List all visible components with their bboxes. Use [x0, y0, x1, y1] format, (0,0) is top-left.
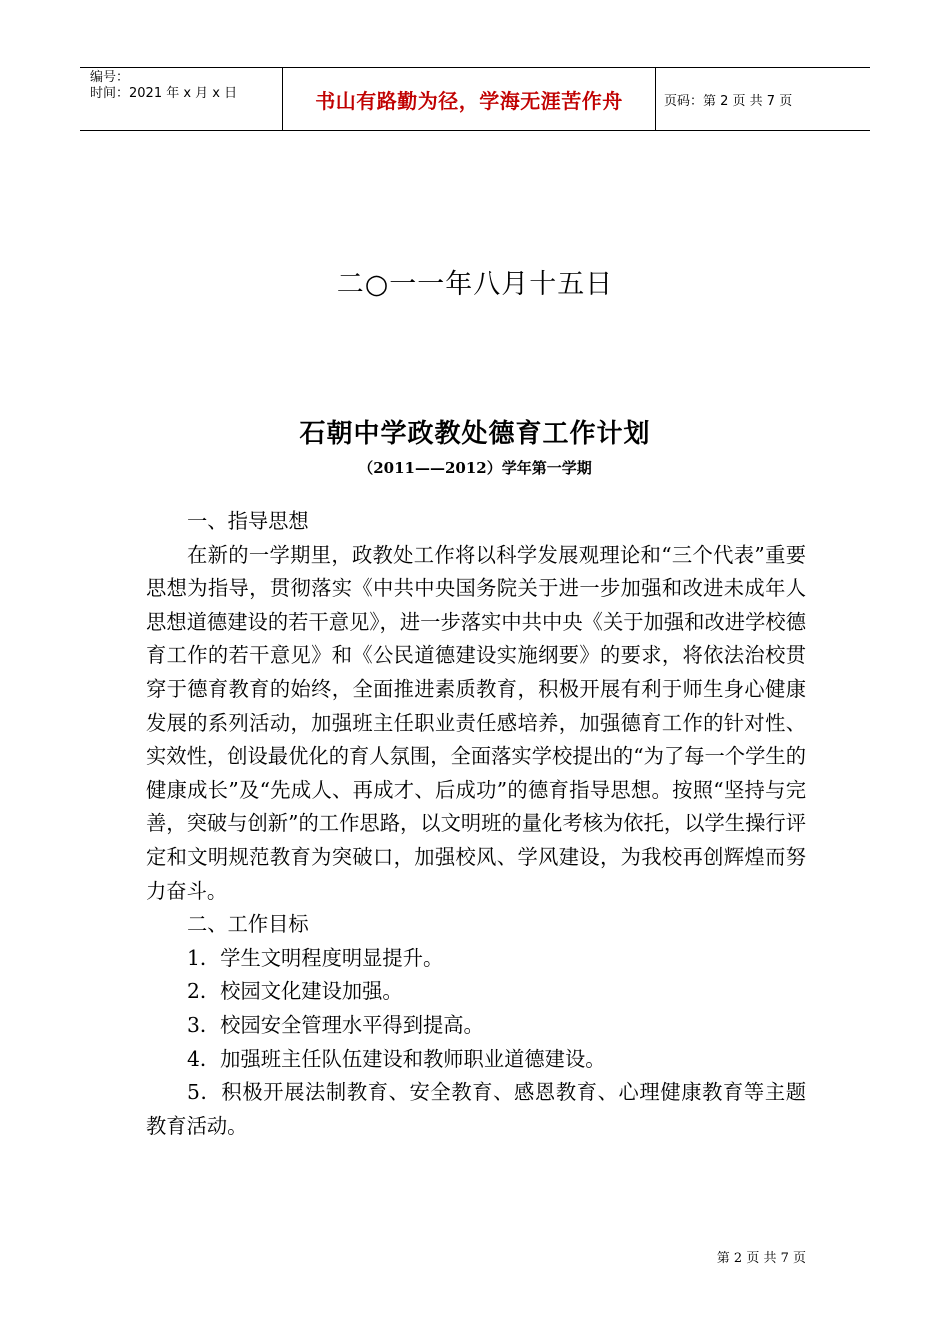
document-subtitle: （2011——2012）学年第一学期	[358, 459, 592, 477]
goal-item-1: 1．学生文明程度明显提升。	[187, 945, 444, 970]
document-date: 二○一一年八月十五日	[336, 269, 614, 300]
section-paragraph-1: 在新的一学期里，政教处工作将以科学发展观理论和“三个代表”重要思想为指导，贯彻落实《中共中央国务院关于进一步加强和改进未成年人思想道德建设的若干意见》，进一步落实中共中央《关于加强和改进学校德育工作的若干意见》和《公民道德建设实施纲要》的要求，将依法治校贯穿于德育教育的始终，全面推进素质教育，积极开展有利于师生身心健康发展的系列活动，加强班主任职业责任感培养，加强德育工作的针对性、实效性，创设最优化的育人氛围，全面落实学校提出的“为了每一个学生的健康成长”及“先成人、再成才、后成功”的德育指导思想。按照“坚持与完善，突破与创新”的工作思路，以文明班的量化考核为依托，以学生操行评定和文明规范教育为突破口，加强校风、学风建设，为我校再创辉煌而努力奋斗。	[146, 542, 806, 903]
goal-item-3: 3．校园安全管理水平得到提高。	[187, 1012, 484, 1037]
section-heading-2: 二、工作目标	[187, 912, 309, 937]
goal-item-2: 2．校园文化建设加强。	[187, 979, 403, 1004]
document-body	[146, 505, 806, 1143]
header-time-label: 时间：2021 年 x 月 x 日	[90, 86, 238, 101]
header-page-info: 页码：第 2 页 共 7 页	[664, 93, 793, 109]
section-heading-1: 一、指导思想	[187, 509, 309, 533]
document-title: 石朝中学政教处德育工作计划	[299, 419, 651, 449]
header-motto: 书山有路勤为径，学海无涯苦作舟	[282, 68, 656, 130]
page-header	[80, 67, 870, 131]
header-number-label: 编号：	[90, 70, 130, 85]
goal-item-5: 5．积极开展法制教育、安全教育、感恩教育、心理健康教育等主题教育活动。	[146, 1080, 806, 1138]
page-footer: 第 2 页 共 7 页	[716, 1251, 806, 1266]
header-meta	[80, 68, 282, 130]
goal-item-4: 4．加强班主任队伍建设和教师职业道德建设。	[187, 1046, 606, 1071]
